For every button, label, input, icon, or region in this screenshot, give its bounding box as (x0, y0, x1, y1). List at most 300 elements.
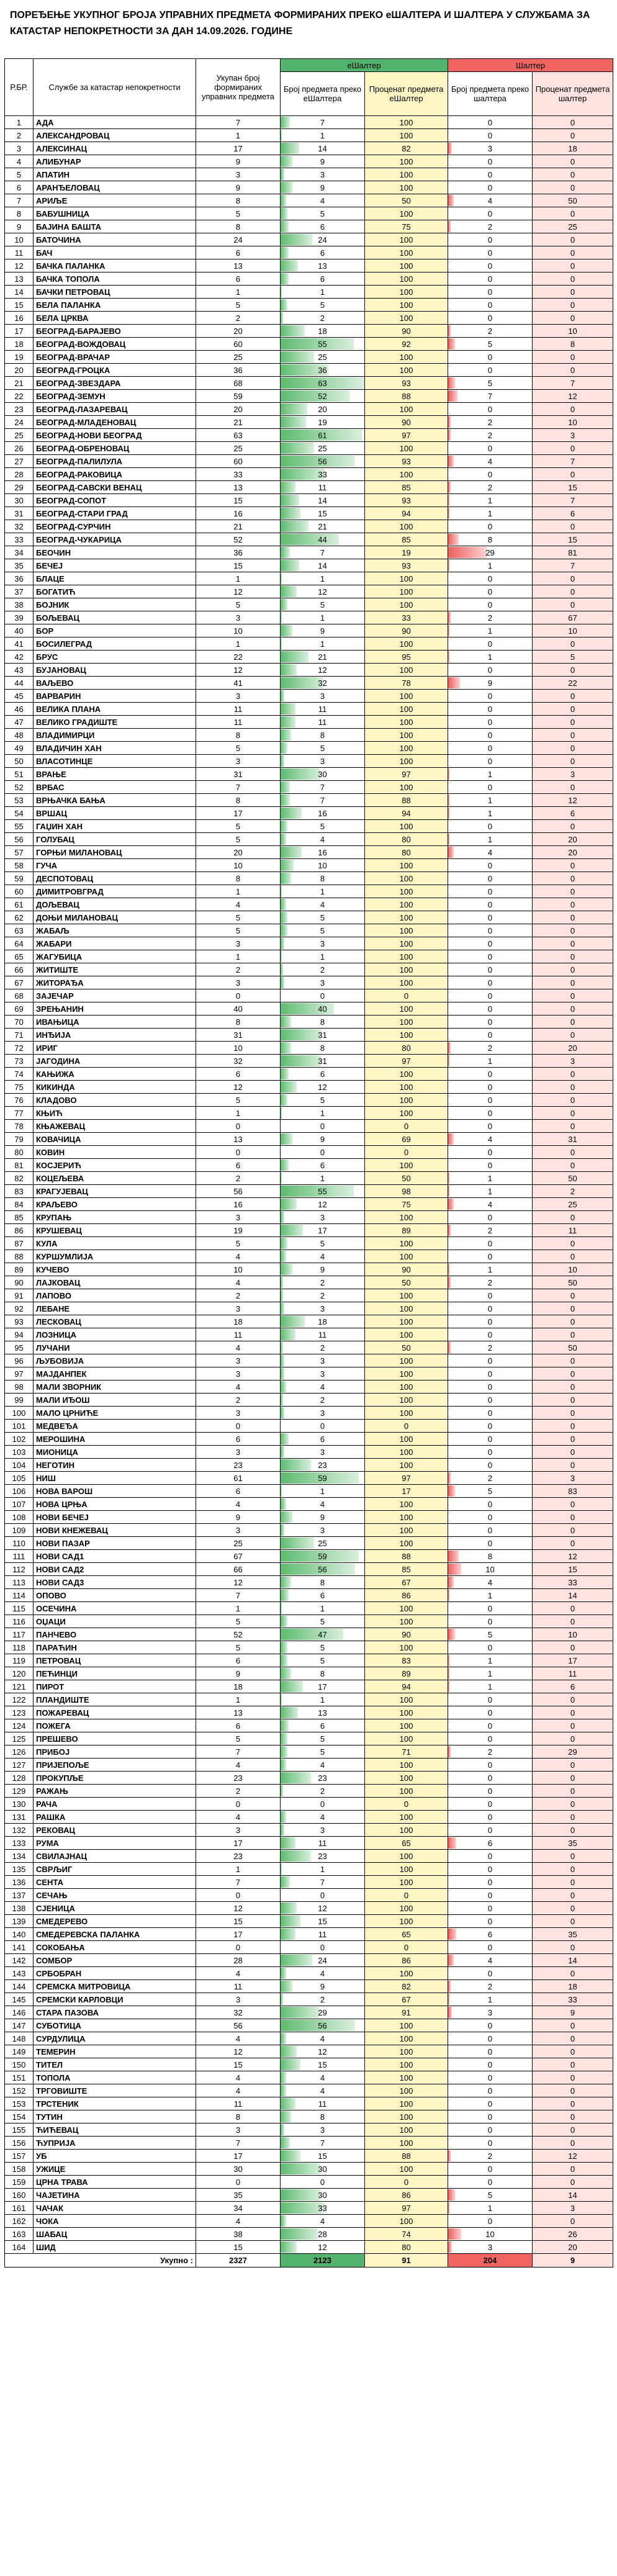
s-percent: 0 (533, 364, 613, 377)
s-percent: 0 (533, 1706, 613, 1719)
totals-s-count: 204 (448, 2254, 533, 2268)
e-percent: 100 (365, 1068, 448, 1081)
e-count (281, 1602, 365, 1615)
s-count-value: 0 (487, 404, 493, 414)
service-name: ТЕМЕРИН (34, 2045, 196, 2058)
s-percent: 0 (533, 312, 613, 325)
e-count-value: 9 (320, 1512, 325, 1522)
total-count: 7 (196, 1745, 281, 1759)
s-percent: 3 (533, 1055, 613, 1068)
table-row (5, 1394, 613, 1407)
total-count: 8 (196, 220, 281, 233)
e-count (281, 637, 365, 651)
row-number: 101 (5, 1420, 34, 1433)
e-percent: 100 (365, 1433, 448, 1446)
total-count: 13 (196, 259, 281, 272)
table-row (5, 885, 613, 898)
s-percent: 0 (533, 1433, 613, 1446)
s-count (448, 1824, 533, 1837)
s-count-value: 0 (487, 1330, 493, 1340)
row-number: 93 (5, 1315, 34, 1328)
s-count-value: 4 (487, 1955, 493, 1965)
service-name: ПИРОТ (34, 1680, 196, 1693)
service-name: УБ (34, 2150, 196, 2163)
service-name: СВИЛАЈНАЦ (34, 1850, 196, 1863)
s-percent: 0 (533, 1211, 613, 1224)
e-count (281, 1863, 365, 1876)
e-count (281, 416, 365, 429)
total-count: 8 (196, 872, 281, 885)
row-number: 99 (5, 1394, 34, 1407)
row-number: 139 (5, 1915, 34, 1928)
e-percent: 100 (365, 572, 448, 585)
e-count (281, 950, 365, 963)
s-percent: 0 (533, 729, 613, 742)
e-percent: 100 (365, 351, 448, 364)
s-count (448, 1276, 533, 1289)
s-count (448, 624, 533, 637)
e-count-value: 56 (318, 1564, 327, 1574)
service-name: МАЈДАНПЕК (34, 1367, 196, 1380)
s-percent: 6 (533, 1680, 613, 1693)
row-number: 138 (5, 1902, 34, 1915)
s-count (448, 2097, 533, 2110)
table-row (5, 2071, 613, 2084)
s-percent: 0 (533, 1407, 613, 1420)
service-name: СВРЉИГ (34, 1863, 196, 1876)
total-count: 60 (196, 455, 281, 468)
s-count-value: 0 (487, 2112, 493, 2122)
total-count: 2 (196, 312, 281, 325)
total-count: 4 (196, 1498, 281, 1511)
service-name: ВЕЛИКО ГРАДИШТЕ (34, 716, 196, 729)
s-count-value: 6 (487, 1838, 493, 1848)
total-count: 5 (196, 207, 281, 220)
e-percent: 94 (365, 507, 448, 520)
e-percent: 100 (365, 1902, 448, 1915)
row-number: 95 (5, 1341, 34, 1354)
e-percent: 100 (365, 1759, 448, 1772)
table-row (5, 1185, 613, 1198)
s-count-value: 0 (487, 1095, 493, 1105)
s-count-value: 1 (487, 834, 493, 844)
s-percent: 0 (533, 598, 613, 611)
table-row (5, 1641, 613, 1654)
s-count (448, 989, 533, 1002)
table-row (5, 820, 613, 833)
s-percent: 0 (533, 2071, 613, 2084)
service-name: БАБУШНИЦА (34, 207, 196, 220)
service-name: КЛАДОВО (34, 1094, 196, 1107)
row-number: 146 (5, 2006, 34, 2019)
table-row (5, 976, 613, 989)
service-name: МИОНИЦА (34, 1446, 196, 1459)
table-row (5, 1407, 613, 1420)
table-row (5, 624, 613, 637)
s-count-value: 10 (485, 2229, 495, 2239)
row-number: 54 (5, 807, 34, 820)
row-number: 16 (5, 312, 34, 325)
service-name: ГУЧА (34, 859, 196, 872)
s-count (448, 1993, 533, 2006)
total-count: 3 (196, 168, 281, 181)
s-percent: 12 (533, 2150, 613, 2163)
service-name: РУМА (34, 1837, 196, 1850)
e-count-value: 0 (320, 1799, 325, 1809)
table-row (5, 2019, 613, 2032)
s-percent: 3 (533, 429, 613, 442)
service-name: БЕОГРАД-СОПОТ (34, 494, 196, 507)
e-count (281, 207, 365, 220)
e-count (281, 220, 365, 233)
e-count-value: 3 (320, 691, 325, 701)
row-number: 112 (5, 1563, 34, 1576)
s-percent: 12 (533, 794, 613, 807)
e-count (281, 1394, 365, 1407)
table-row (5, 2084, 613, 2097)
service-name: ЛЕБАНЕ (34, 1302, 196, 1315)
s-count (448, 2110, 533, 2123)
e-percent: 86 (365, 1589, 448, 1602)
s-count-value: 0 (487, 1460, 493, 1470)
e-count-value: 9 (320, 1981, 325, 1991)
s-count (448, 2137, 533, 2150)
e-count (281, 1341, 365, 1354)
s-percent: 0 (533, 403, 613, 416)
s-count-value: 0 (487, 2177, 493, 2187)
e-count (281, 2176, 365, 2189)
s-count (448, 1002, 533, 1016)
s-count (448, 442, 533, 455)
total-count: 3 (196, 1524, 281, 1537)
s-count-value: 5 (487, 378, 493, 388)
table-row (5, 1472, 613, 1485)
s-count-value: 0 (487, 1238, 493, 1248)
s-count (448, 1863, 533, 1876)
s-count (448, 1394, 533, 1407)
e-count-value: 1 (320, 574, 325, 583)
total-count: 17 (196, 2150, 281, 2163)
service-name: СОМБОР (34, 1954, 196, 1967)
e-count-value: 6 (320, 222, 325, 232)
table-row (5, 325, 613, 338)
e-count-value: 5 (320, 1655, 325, 1665)
s-percent: 0 (533, 129, 613, 142)
e-count (281, 1628, 365, 1641)
e-count (281, 2202, 365, 2215)
e-count-value: 5 (320, 1616, 325, 1626)
e-percent: 100 (365, 1289, 448, 1302)
e-count (281, 1380, 365, 1394)
s-count (448, 598, 533, 611)
e-percent: 100 (365, 1029, 448, 1042)
row-number: 110 (5, 1537, 34, 1550)
table-row (5, 2110, 613, 2123)
s-count-value: 0 (487, 1942, 493, 1952)
e-count (281, 364, 365, 377)
row-number: 149 (5, 2045, 34, 2058)
s-percent: 0 (533, 1094, 613, 1107)
s-count-value: 0 (487, 274, 493, 284)
service-name: КОЦЕЉЕВА (34, 1172, 196, 1185)
e-count (281, 194, 365, 207)
e-count-value: 63 (318, 378, 327, 388)
e-count-value: 3 (320, 1408, 325, 1418)
s-count (448, 2084, 533, 2097)
e-count (281, 1745, 365, 1759)
s-count (448, 351, 533, 364)
row-number: 65 (5, 950, 34, 963)
e-count (281, 233, 365, 246)
total-count: 5 (196, 299, 281, 312)
total-count: 10 (196, 859, 281, 872)
service-name: КИКИНДА (34, 1081, 196, 1094)
s-percent: 0 (533, 1602, 613, 1615)
table-row (5, 351, 613, 364)
s-count-value: 0 (487, 2164, 493, 2174)
s-percent: 0 (533, 1459, 613, 1472)
s-count-value: 0 (487, 469, 493, 479)
s-percent: 0 (533, 1146, 613, 1159)
total-count: 8 (196, 1016, 281, 1029)
service-name: ПЕЋИНЦИ (34, 1667, 196, 1680)
s-count (448, 194, 533, 207)
s-count (448, 546, 533, 559)
table-row (5, 781, 613, 794)
s-percent: 7 (533, 455, 613, 468)
row-number: 91 (5, 1289, 34, 1302)
total-count: 3 (196, 1993, 281, 2006)
total-count: 15 (196, 2241, 281, 2254)
s-count-value: 0 (487, 1786, 493, 1796)
e-count-value: 11 (318, 717, 327, 727)
e-count (281, 1237, 365, 1250)
total-count: 0 (196, 1798, 281, 1811)
e-count-value: 0 (320, 991, 325, 1001)
total-count: 20 (196, 846, 281, 859)
s-count (448, 2006, 533, 2019)
s-count-value: 0 (487, 873, 493, 883)
total-count: 19 (196, 1224, 281, 1237)
s-count-value: 0 (487, 287, 493, 297)
s-percent: 0 (533, 989, 613, 1002)
e-count (281, 585, 365, 598)
total-count: 24 (196, 233, 281, 246)
totals-label: Укупно : (34, 2254, 196, 2268)
s-count-value: 0 (487, 952, 493, 961)
s-count-value: 1 (487, 626, 493, 636)
e-count-value: 2 (320, 1786, 325, 1796)
row-number: 83 (5, 1185, 34, 1198)
service-name: МЕРОШИНА (34, 1433, 196, 1446)
e-count-value: 8 (320, 730, 325, 740)
service-name: МАЛИ ЗВОРНИК (34, 1380, 196, 1394)
row-number: 108 (5, 1511, 34, 1524)
s-count (448, 286, 533, 299)
row-number: 90 (5, 1276, 34, 1289)
s-percent: 0 (533, 1302, 613, 1315)
e-count (281, 1328, 365, 1341)
table-row (5, 1967, 613, 1980)
e-count (281, 1472, 365, 1485)
s-percent: 15 (533, 533, 613, 546)
total-count: 23 (196, 1772, 281, 1785)
s-count-value: 0 (487, 717, 493, 727)
s-count-value: 2 (487, 1277, 493, 1287)
s-count (448, 2189, 533, 2202)
s-count (448, 1315, 533, 1328)
e-count-value: 1 (320, 1486, 325, 1496)
row-number: 63 (5, 924, 34, 937)
e-count (281, 572, 365, 585)
s-count (448, 1211, 533, 1224)
e-percent: 19 (365, 546, 448, 559)
table-row (5, 416, 613, 429)
e-count (281, 1850, 365, 1863)
s-count-value: 0 (487, 2086, 493, 2096)
service-name: НОВА ЦРЊА (34, 1498, 196, 1511)
e-count (281, 1889, 365, 1902)
table-row (5, 1081, 613, 1094)
s-count-value: 0 (487, 1304, 493, 1313)
total-count: 5 (196, 742, 281, 755)
s-count (448, 1120, 533, 1133)
table-row (5, 1680, 613, 1693)
s-count (448, 1628, 533, 1641)
e-count (281, 351, 365, 364)
e-percent: 85 (365, 1563, 448, 1576)
s-count (448, 1237, 533, 1250)
s-percent: 0 (533, 442, 613, 455)
table-row (5, 989, 613, 1002)
total-count: 23 (196, 1459, 281, 1472)
service-name: БОСИЛЕГРАД (34, 637, 196, 651)
e-percent: 71 (365, 1745, 448, 1759)
e-count (281, 1589, 365, 1602)
table-row (5, 2176, 613, 2189)
e-count-value: 2 (320, 1343, 325, 1353)
table-row (5, 1732, 613, 1745)
s-percent: 0 (533, 716, 613, 729)
e-percent: 100 (365, 2215, 448, 2228)
s-count-value: 4 (487, 1134, 493, 1144)
s-count (448, 494, 533, 507)
e-percent: 100 (365, 1250, 448, 1263)
s-count-value: 0 (487, 2216, 493, 2226)
service-name: МАЛИ ИЂОШ (34, 1394, 196, 1407)
e-percent: 90 (365, 1263, 448, 1276)
s-count (448, 2058, 533, 2071)
row-number: 29 (5, 481, 34, 494)
e-percent: 100 (365, 520, 448, 533)
e-count-value: 23 (318, 1773, 327, 1783)
row-number: 70 (5, 1016, 34, 1029)
service-name: БЕОГРАД-ЗЕМУН (34, 390, 196, 403)
e-percent: 100 (365, 1719, 448, 1732)
table-row (5, 716, 613, 729)
row-number: 107 (5, 1498, 34, 1511)
table-row (5, 1654, 613, 1667)
s-count-value: 0 (487, 1812, 493, 1822)
e-count (281, 1263, 365, 1276)
e-percent: 100 (365, 1850, 448, 1863)
s-percent: 0 (533, 690, 613, 703)
table-row (5, 690, 613, 703)
e-count (281, 651, 365, 664)
e-percent: 100 (365, 2058, 448, 2071)
total-count: 11 (196, 1980, 281, 1993)
s-count (448, 1107, 533, 1120)
s-count (448, 129, 533, 142)
s-percent: 0 (533, 2032, 613, 2045)
s-count (448, 637, 533, 651)
row-number: 150 (5, 2058, 34, 2071)
row-number: 55 (5, 820, 34, 833)
total-count: 7 (196, 1589, 281, 1602)
total-count: 32 (196, 2006, 281, 2019)
e-percent: 100 (365, 286, 448, 299)
service-name: БЕОГРАД-МЛАДЕНОВАЦ (34, 416, 196, 429)
table-row (5, 768, 613, 781)
s-count (448, 1680, 533, 1693)
e-count (281, 1250, 365, 1263)
service-name: БЕОГРАД-САВСКИ ВЕНАЦ (34, 481, 196, 494)
table-row (5, 1993, 613, 2006)
s-percent: 0 (533, 520, 613, 533)
s-count-value: 0 (487, 1121, 493, 1131)
e-count-value: 16 (318, 808, 327, 818)
s-count-value: 2 (487, 482, 493, 492)
s-count (448, 2228, 533, 2241)
table-row (5, 129, 613, 142)
e-count-value: 5 (320, 600, 325, 610)
table-row (5, 2123, 613, 2137)
s-count-value: 0 (487, 1004, 493, 1014)
s-percent: 3 (533, 768, 613, 781)
e-count-value: 18 (318, 1317, 327, 1326)
s-count-value: 3 (487, 2007, 493, 2017)
total-count: 13 (196, 481, 281, 494)
e-count-value: 18 (318, 326, 327, 336)
e-count-value: 3 (320, 1304, 325, 1313)
s-count-value: 0 (487, 1825, 493, 1835)
e-percent: 100 (365, 2045, 448, 2058)
row-number: 100 (5, 1407, 34, 1420)
s-count-value: 0 (487, 443, 493, 453)
e-count (281, 677, 365, 690)
s-count-value: 0 (487, 912, 493, 922)
table-row (5, 559, 613, 572)
s-count (448, 2045, 533, 2058)
e-count-value: 14 (318, 143, 327, 153)
e-count-value: 10 (318, 860, 327, 870)
s-count (448, 338, 533, 351)
e-percent: 100 (365, 703, 448, 716)
row-number: 97 (5, 1367, 34, 1380)
s-count (448, 1759, 533, 1772)
s-count-value: 0 (487, 1708, 493, 1718)
s-percent: 10 (533, 1628, 613, 1641)
row-number: 132 (5, 1824, 34, 1837)
s-percent: 0 (533, 1785, 613, 1798)
e-count-value: 59 (318, 1473, 327, 1483)
e-percent: 100 (365, 155, 448, 168)
e-count-value: 8 (320, 1017, 325, 1027)
s-count-value: 0 (487, 821, 493, 831)
s-percent: 0 (533, 2019, 613, 2032)
row-number: 102 (5, 1433, 34, 1446)
row-number: 50 (5, 755, 34, 768)
